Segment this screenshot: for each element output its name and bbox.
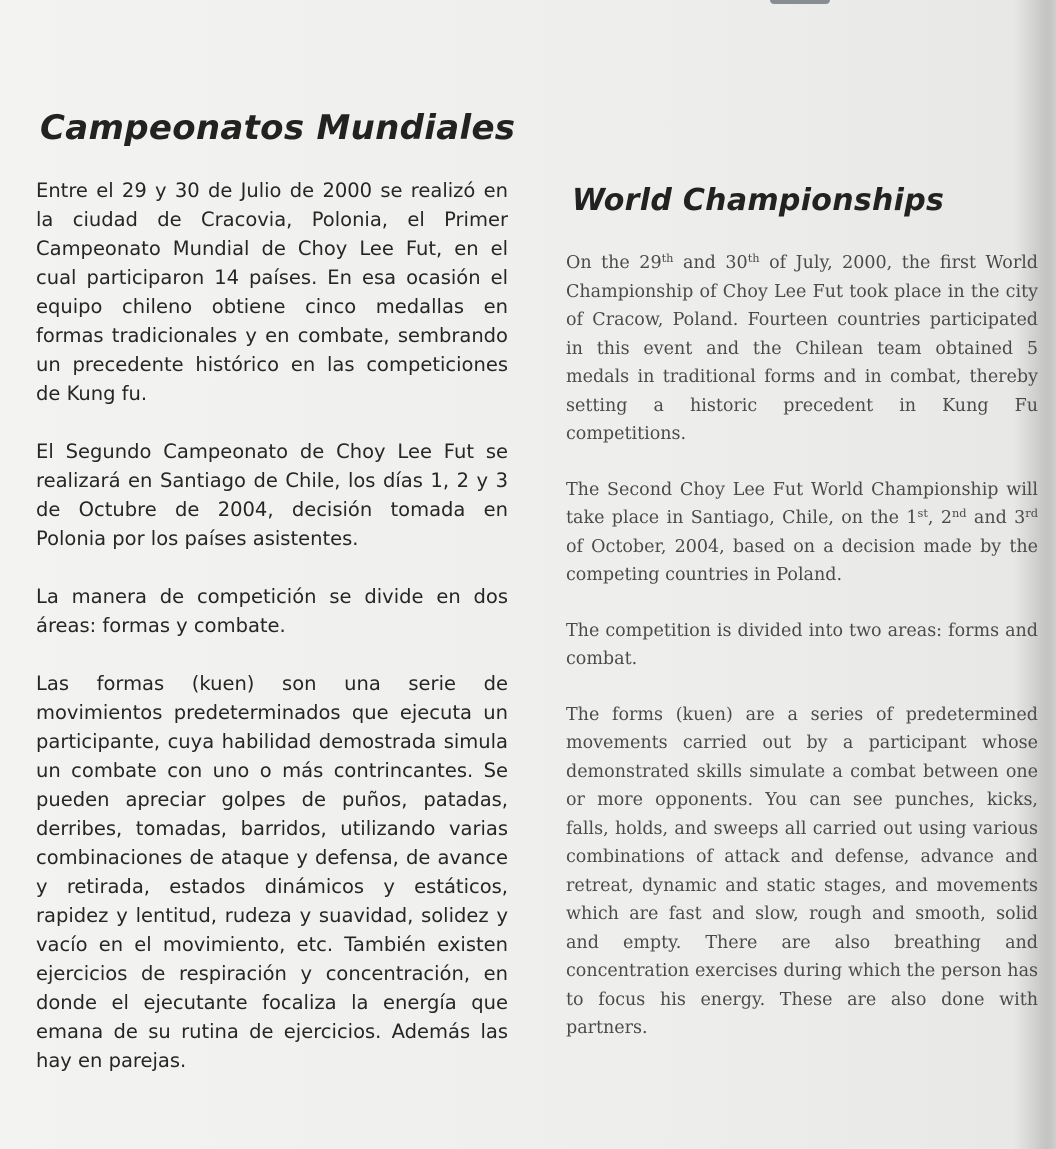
spanish-paragraph-3: La manera de competición se divide en dos áreas: formas y combate. [36, 585, 508, 637]
p1-text-a: On the 29 [566, 253, 662, 273]
p2-sup-3: rd [1025, 505, 1038, 520]
english-paragraph-4: The forms (kuen) are a series of predetermined movements carried out by a participant whose demonstrated skills simulate a combat between one or more opponents. You can see punches, kicks, falls, holds, and sweeps all carried out using various combinations of attack and defense, advance and retreat, dynamic and static stages, and movements which are fast and slow, rough and smooth, solid and empty. There are also breathing and concentration exercises during which the person has to focus his energy. These are also done with partners. [566, 704, 1038, 1038]
english-title: World Championships [572, 183, 945, 218]
p2-text-d: of October, 2004, based on a decision made by the competing countries in Poland. [566, 536, 1038, 585]
p1-text-c: of July, 2000, the first World Championship of Choy Lee Fut took place in the city of Cracow, Poland. Fourteen countries participated in this event and the Chilean team obtained 5 medals in traditional forms and in combat, thereby setting a historic precedent in Kung Fu competitions. [566, 253, 1038, 444]
p1-sup-1: th [661, 250, 674, 265]
p1-text-b: and 30 [673, 253, 748, 273]
english-column [566, 249, 1038, 1070]
english-paragraph-1 [566, 249, 1038, 449]
spanish-paragraph-2: El Segundo Campeonato de Choy Lee Fut se realizará en Santiago de Chile, los días 1, 2 y 3 de Octubre de 2004, decisión tomada en Polonia por los países asistentes. [36, 440, 508, 550]
spanish-column [36, 176, 508, 1104]
p2-sup-1: st [917, 505, 928, 520]
spanish-paragraph-1: Entre el 29 y 30 de Julio de 2000 se realizó en la ciudad de Cracovia, Polonia, el Primer Campeonato Mundial de Choy Lee Fut, en el cual participaron 14 países. En esa ocasión el equipo chileno obtiene cinco medallas en formas tradicionales y en combate, sembrando un precedente histórico en las competiciones de Kung fu. [36, 179, 508, 405]
p2-sup-2: nd [951, 505, 967, 520]
page-top-shadow [770, 0, 830, 4]
spanish-title: Campeonatos Mundiales [40, 108, 516, 148]
english-paragraph-2 [566, 476, 1038, 590]
p2-text-b: , 2 [927, 508, 952, 528]
spanish-paragraph-4: Las formas (kuen) son una serie de movimientos predeterminados que ejecuta un participante, cuya habilidad demostrada simula un combate con uno o más contrincantes. Se pueden apreciar golpes de puños, patadas, derribes, tomadas, barridos, utilizando varias combinaciones de ataque y defensa, de avance y retirada, estados dinámicos y estáticos, rapidez y lentitud, rudeza y suavidad, solidez y vacío en el movimiento, etc. También existen ejercicios de respiración y concentración, en donde el ejecutante focaliza la energía que emana de su rutina de ejercicios. Además las hay en parejas. [36, 672, 508, 1072]
p1-sup-2: th [747, 250, 760, 265]
page-right-edge [1046, 0, 1056, 1149]
english-paragraph-3: The competition is divided into two areas: forms and combat. [566, 620, 1038, 669]
p2-text-c: and 3 [966, 508, 1026, 528]
p2-text-a: The Second Choy Lee Fut World Championship will take place in Santiago, Chile, on the 1 [566, 479, 1038, 528]
